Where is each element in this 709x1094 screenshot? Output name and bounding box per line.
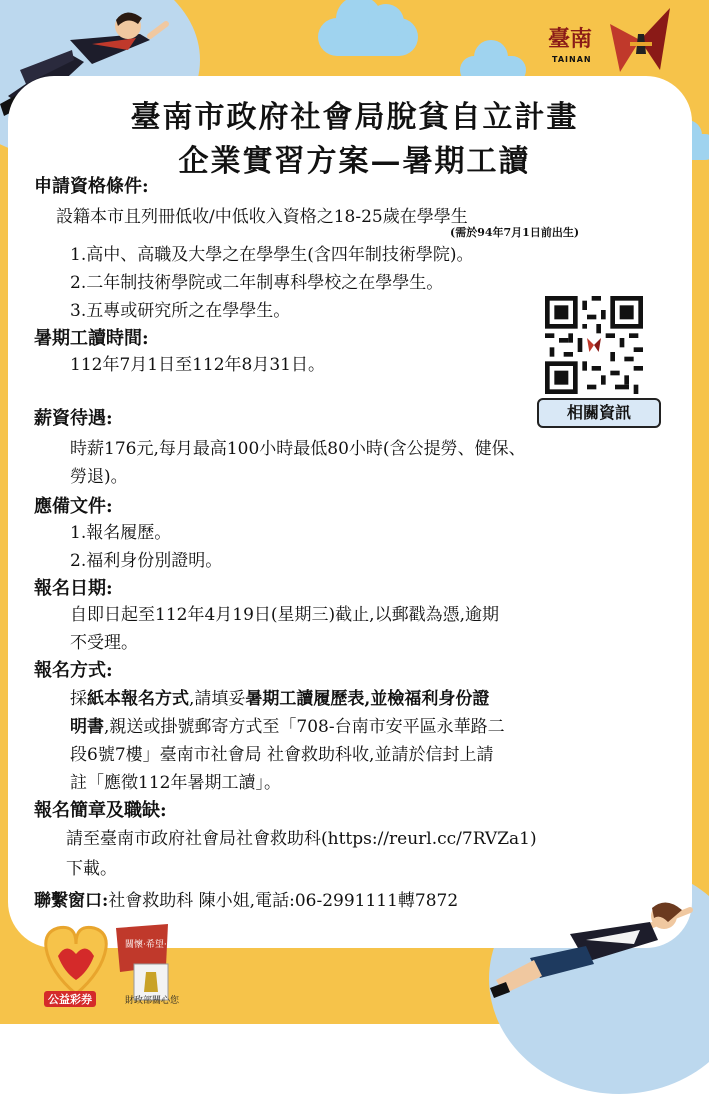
eligibility-item: 1.高中、高職及大學之在學學生(含四年制技術學院)。 (70, 245, 474, 265)
care-hope-love-label: 關懷·希望·愛 (125, 940, 176, 950)
method-emphasis: 紙本報名方式 (87, 689, 189, 709)
period-heading: 暑期工讀時間: (34, 328, 149, 349)
method-line: 註「應徵112年暑期工讀」。 (70, 773, 281, 793)
eligibility-intro: 設籍本市且列冊低收/中低收入資格之18-25歲在學學生 (56, 207, 468, 227)
method-line: 段6號7樓」臺南市社會局 社會救助科收,並請於信封上請 (70, 745, 494, 765)
method-text: ,親送或掛號郵寄方式至「708-台南市安平區永華路二 (104, 717, 505, 737)
dates-text: 不受理。 (70, 633, 138, 653)
method-text: 採 (70, 689, 87, 709)
salary-text: 勞退)。 (70, 467, 128, 487)
brochure-heading: 報名簡章及職缺: (34, 800, 167, 821)
method-emphasis: 暑期工讀履歷表,並檢福利身份證 (245, 689, 490, 709)
cloud-icon (318, 18, 418, 56)
brochure-text: 請至臺南市政府社會局社會救助科(https://reurl.cc/7RVZa1) (66, 829, 537, 849)
tainan-logo-subtitle: TAINAN (552, 55, 592, 64)
tainan-logo-text: 臺南 (548, 26, 593, 52)
tainan-logo-icon (600, 4, 682, 76)
salary-heading: 薪資待遇: (34, 408, 113, 429)
salary-text: 時薪176元,每月最高100小時最低80小時(含公提勞、健保、 (70, 439, 526, 459)
documents-item: 2.福利身份別證明。 (70, 551, 223, 571)
documents-heading: 應備文件: (34, 496, 113, 517)
method-line (70, 712, 505, 737)
contact-line (34, 886, 458, 911)
contact-heading: 聯繫窗口: (34, 891, 109, 911)
ministry-of-finance-label: 財政部關心您 (125, 996, 180, 1006)
method-emphasis: 明書 (70, 717, 104, 737)
period-text: 112年7月1日至112年8月31日。 (70, 355, 325, 375)
brochure-text: 下載。 (66, 859, 117, 879)
eligibility-item: 3.五專或研究所之在學學生。 (70, 301, 291, 321)
contact-text: 社會救助科 陳小姐,電話:06-2991111轉7872 (108, 891, 459, 911)
flying-businesswoman-illustration (490, 900, 709, 1024)
documents-item: 1.報名履歷。 (70, 523, 172, 543)
page-title: 臺南市政府社會局脫貧自立計畫 (130, 100, 579, 135)
public-lottery-label: 公益彩券 (44, 991, 96, 1007)
related-info-badge[interactable]: 相關資訊 (537, 398, 661, 428)
dates-text: 自即日起至112年4月19日(星期三)截止,以郵戳為憑,逾期 (70, 605, 499, 625)
page-subtitle: 企業實習方案—暑期工讀 (178, 144, 531, 179)
method-line (70, 684, 489, 709)
method-heading: 報名方式: (34, 660, 113, 681)
eligibility-note: (需於94年7月1日前出生) (450, 226, 580, 239)
qr-code[interactable] (545, 296, 643, 394)
method-text: ,請填妥 (189, 689, 246, 709)
eligibility-heading: 申請資格條件: (34, 176, 149, 197)
eligibility-item: 2.二年制技術學院或二年制專科學校之在學學生。 (70, 273, 444, 293)
dates-heading: 報名日期: (34, 578, 113, 599)
